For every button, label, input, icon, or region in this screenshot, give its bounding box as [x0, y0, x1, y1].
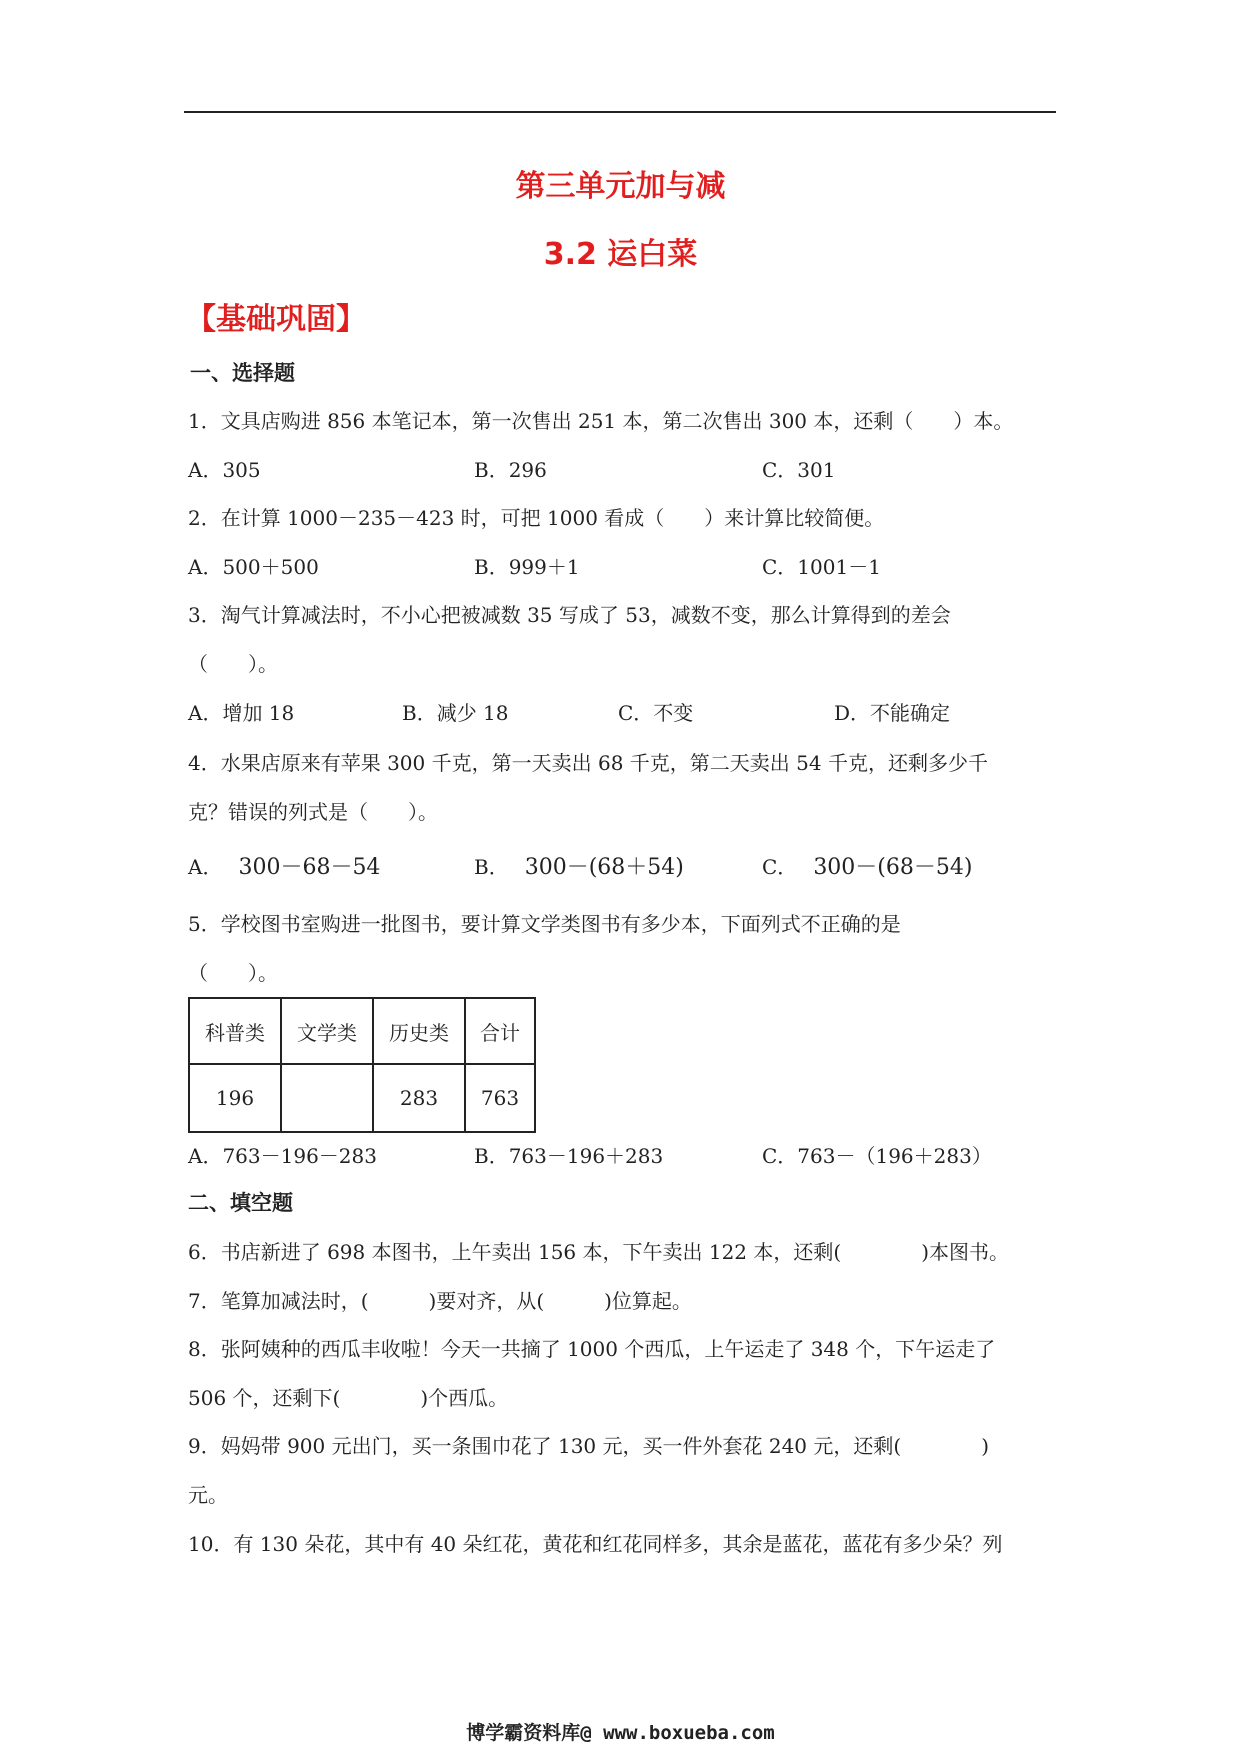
q4-option-c-label: C． [762, 855, 798, 879]
q2-option-b: B．999＋1 [474, 555, 580, 579]
table-row [189, 1064, 535, 1132]
unit-title: 第三单元加与减 [515, 169, 726, 204]
q3-option-d: D．不能确定 [834, 701, 951, 725]
question-4-line1: 4．水果店原来有苹果 300 千克，第一天卖出 68 千克，第二天卖出 54 千克，还剩多少千 [188, 751, 988, 775]
q4-option-b [474, 850, 684, 881]
q4-option-a [188, 850, 380, 881]
question-1: 1．文具店购进 856 本笔记本，第一次售出 251 本，第二次售出 300 本，还剩（ ）本。 [188, 409, 1014, 433]
question-10-line1: 10．有 130 朵花，其中有 40 朵红花，黄花和红花同样多，其余是蓝花，蓝花有多少朵？列 [188, 1532, 1003, 1556]
table-cell: 283 [373, 1064, 465, 1132]
q5-option-c: C．763－（196＋283） [762, 1144, 992, 1168]
question-6: 6．书店新进了 698 本图书，上午卖出 156 本，下午卖出 122 本，还剩( )本图书。 [188, 1240, 1009, 1264]
table-header-cell: 科普类 [189, 998, 281, 1064]
q4-option-c-expr: 300－(68－54) [813, 855, 973, 880]
q5-option-a: A．763－196－283 [188, 1144, 377, 1168]
q2-option-c: C．1001－1 [762, 555, 881, 579]
question-7: 7．笔算加减法时，( )要对齐，从( )位算起。 [188, 1289, 692, 1313]
header-rule [184, 111, 1056, 113]
q2-option-a: A．500＋500 [188, 555, 319, 579]
question-3-line2: （ ）。 [188, 652, 278, 676]
table-header-cell: 文学类 [281, 998, 373, 1064]
question-8-line1: 8．张阿姨种的西瓜丰收啦！今天一共摘了 1000 个西瓜，上午运走了 348 个，下午运走了 [188, 1337, 996, 1361]
q1-option-a: A．305 [188, 458, 261, 482]
table-cell [281, 1064, 373, 1132]
table-header-cell: 合计 [465, 998, 535, 1064]
q3-option-b: B．减少 18 [402, 701, 509, 725]
part1-heading: 一、选择题 [190, 361, 295, 385]
question-5-line2: （ ）。 [188, 961, 278, 985]
question-9-line1: 9．妈妈带 900 元出门，买一条围巾花了 130 元，买一件外套花 240 元，还剩( ) [188, 1434, 989, 1458]
q3-option-c: C．不变 [618, 701, 694, 725]
part2-heading: 二、填空题 [188, 1191, 293, 1215]
q1-option-c: C．301 [762, 458, 836, 482]
q4-option-a-label: A． [188, 855, 223, 879]
q4-option-a-expr: 300－68－54 [238, 855, 381, 880]
question-3-line1: 3．淘气计算减法时，不小心把被减数 35 写成了 53，减数不变，那么计算得到的差会 [188, 603, 951, 627]
q4-option-c [762, 850, 972, 881]
q1-option-b: B．296 [474, 458, 547, 482]
question-9-line2: 元。 [188, 1483, 228, 1507]
section-title: 【基础巩固】 [186, 302, 366, 337]
q3-option-a: A．增加 18 [188, 701, 295, 725]
question-4-line2: 克？错误的列式是（ ）。 [188, 800, 438, 824]
table-cell: 763 [465, 1064, 535, 1132]
q4-option-b-label: B． [474, 855, 509, 879]
q5-option-b: B．763－196＋283 [474, 1144, 664, 1168]
question-5-line1: 5．学校图书室购进一批图书，要计算文学类图书有多少本，下面列式不正确的是 [188, 912, 901, 936]
table-cell: 196 [189, 1064, 281, 1132]
question-8-line2: 506 个，还剩下( )个西瓜。 [188, 1386, 509, 1410]
footer-watermark: 博学霸资料库@ www.boxueba.com [466, 1722, 775, 1744]
table-header-row [189, 998, 535, 1064]
q4-option-b-expr: 300－(68＋54) [524, 855, 684, 880]
question-2: 2．在计算 1000－235－423 时，可把 1000 看成（ ）来计算比较简便。 [188, 506, 885, 530]
table-header-cell: 历史类 [373, 998, 465, 1064]
book-count-table [188, 997, 536, 1133]
lesson-title: 3.2 运白菜 [543, 237, 698, 272]
